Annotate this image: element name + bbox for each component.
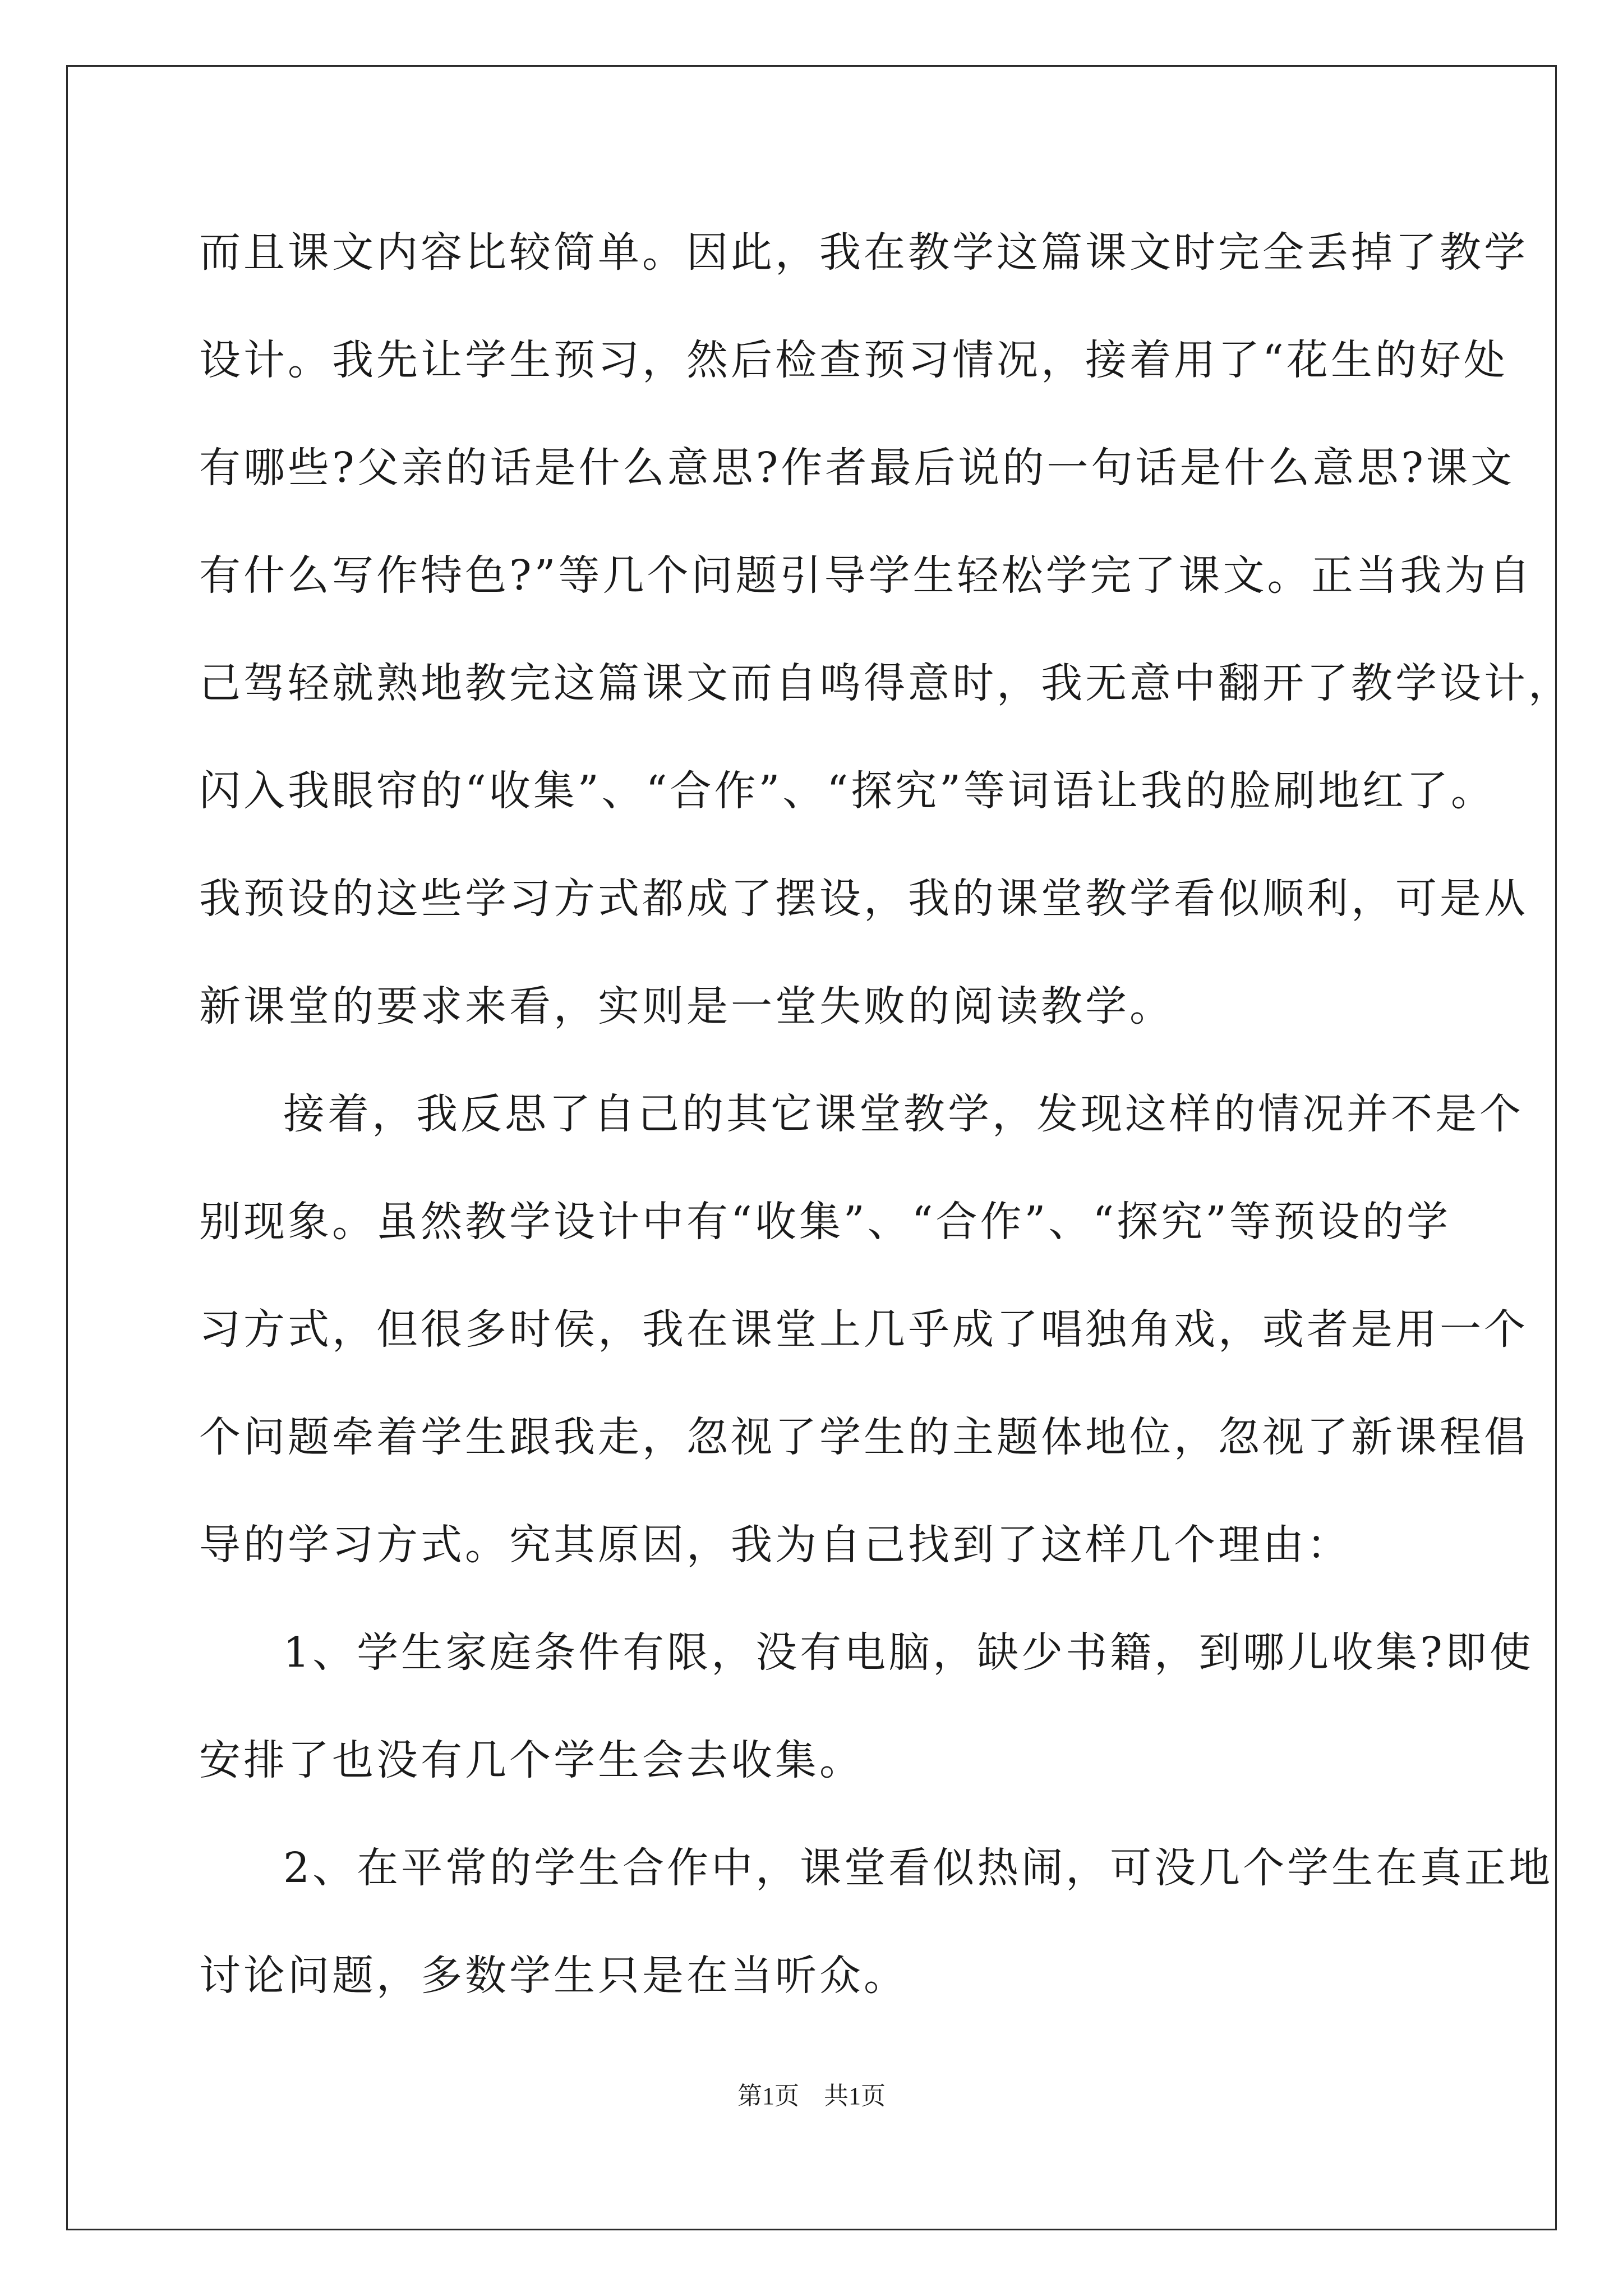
text-line: 接着，我反思了自己的其它课堂教学，发现这样的情况并不是个 — [283, 1090, 1524, 1138]
text-line: 己驾轻就熟地教完这篇课文而自鸣得意时，我无意中翻开了教学设计， — [199, 659, 1573, 707]
text-line: 别现象。虽然教学设计中有“收集”、“合作”、“探究”等预设的学 — [199, 1198, 1451, 1246]
text-line: 有什么写作特色?”等几个问题引导学生轻松学完了课文。正当我为自 — [199, 551, 1533, 600]
text-line: 个问题牵着学生跟我走，忽视了学生的主题体地位，忽视了新课程倡 — [199, 1413, 1528, 1461]
text-line: 设计。我先让学生预习，然后检查预习情况，接着用了“花生的好处 — [199, 336, 1508, 384]
text-line: 讨论问题，多数学生只是在当听众。 — [199, 1952, 908, 2000]
text-line: 我预设的这些学习方式都成了摆设，我的课堂教学看似顺利，可是从 — [199, 875, 1528, 923]
text-line: 导的学习方式。究其原因，我为自己找到了这样几个理由： — [199, 1521, 1351, 1569]
document-body — [199, 216, 1573, 2047]
text-line: 新课堂的要求来看，实则是一堂失败的阅读教学。 — [199, 982, 1174, 1030]
text-line: 习方式，但很多时侯，我在课堂上几乎成了唱独角戏，或者是用一个 — [199, 1305, 1528, 1354]
text-line: 而且课文内容比较简单。因此，我在教学这篇课文时完全丢掉了教学 — [199, 228, 1528, 277]
text-line: 2、在平常的学生合作中，课堂看似热闹，可没几个学生在真正地 — [283, 1844, 1553, 1892]
text-line: 1、学生家庭条件有限，没有电脑，缺少书籍，到哪儿收集?即使 — [283, 1628, 1534, 1677]
page-number-footer: 第1页 共1页 — [737, 2082, 886, 2110]
text-line: 有哪些?父亲的话是什么意思?作者最后说的一句话是什么意思?课文 — [199, 444, 1515, 492]
text-line: 安排了也没有几个学生会去收集。 — [199, 1736, 864, 1784]
text-line: 闪入我眼帘的“收集”、“合作”、“探究”等词语让我的脸刷地红了。 — [199, 767, 1495, 815]
